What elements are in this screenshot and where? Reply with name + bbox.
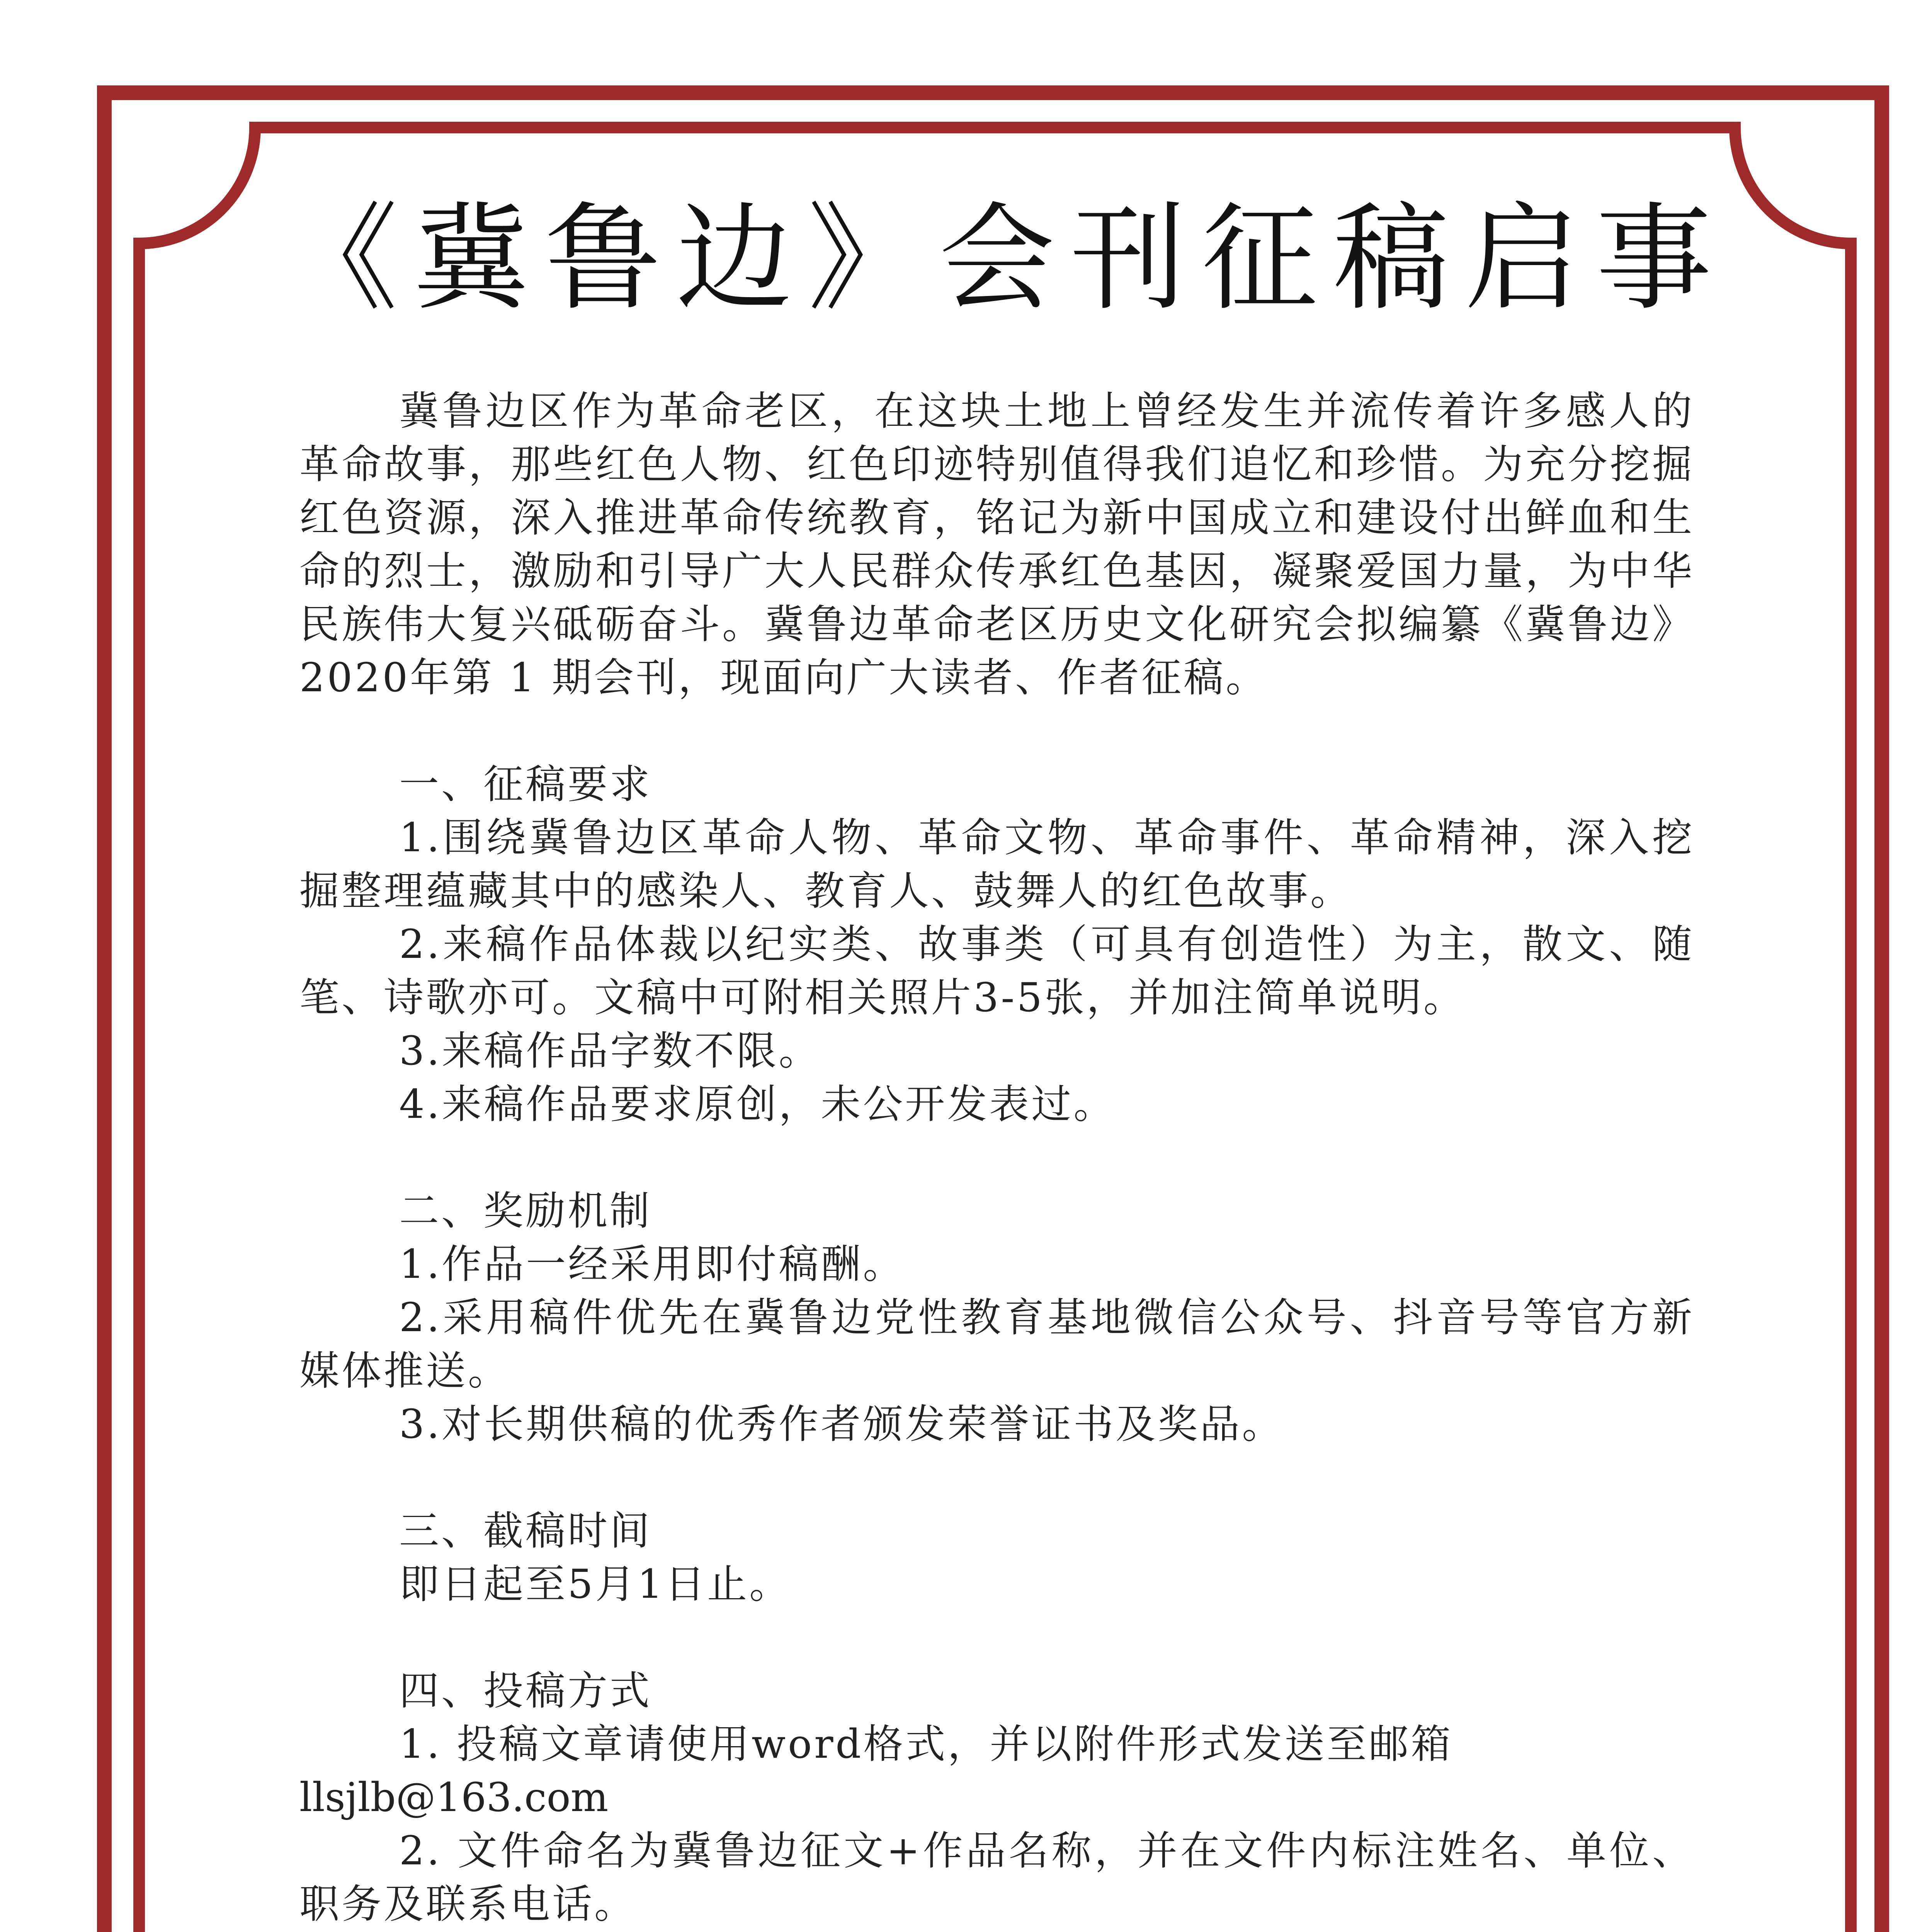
section-heading: 一、征稿要求 <box>399 761 652 808</box>
notice-body <box>299 384 1694 1931</box>
email-address[interactable]: llsjlb@163.com <box>299 1774 609 1821</box>
list-item: 2.来稿作品体裁以纪实类、故事类（可具有创造性）为主，散文、随笔、诗歌亦可。文稿中可附相关照片3-5张，并加注简单说明。 <box>299 921 1694 1021</box>
list-item: 1.围绕冀鲁边区革命人物、革命文物、革命事件、革命精神，深入挖掘整理蕴藏其中的感染人、教育人、鼓舞人的红色故事。 <box>299 815 1694 914</box>
intro-paragraph: 冀鲁边区作为革命老区，在这块土地上曾经发生并流传着许多感人的革命故事，那些红色人物、红色印迹特别值得我们追忆和珍惜。为充分挖掘红色资源，深入推进革命传统教育，铭记为新中国成立和建设付出鲜血和生命的烈士，激励和引导广大人民群众传承红色基因，凝聚爱国力量，为中华民族伟大复兴砥砺奋斗。冀鲁边革命老区历史文化研究会拟编纂《冀鲁边》2020年第 1 期会刊，现面向广大读者、作者征稿。 <box>299 388 1694 701</box>
section-heading: 四、投稿方式 <box>399 1668 652 1714</box>
list-item: 4.来稿作品要求原创，未公开发表过。 <box>399 1081 1116 1128</box>
list-item: 即日起至5月1日止。 <box>399 1561 792 1607</box>
section-heading: 二、奖励机制 <box>399 1188 652 1234</box>
page-title: 《冀鲁边》会刊征稿启事 <box>282 191 1727 326</box>
list-item: 2.采用稿件优先在冀鲁边党性教育基地微信公众号、抖音号等官方新媒体推送。 <box>299 1294 1694 1394</box>
list-item: 3.来稿作品字数不限。 <box>399 1028 821 1074</box>
list-item: 1. 投稿文章请使用word格式，并以附件形式发送至邮箱 <box>399 1721 1453 1767</box>
section-heading: 三、截稿时间 <box>399 1508 652 1554</box>
list-item: 1.作品一经采用即付稿酬。 <box>399 1241 905 1287</box>
list-item: 2. 文件命名为冀鲁边征文+作品名称，并在文件内标注姓名、单位、职务及联系电话。 <box>299 1828 1694 1927</box>
list-item: 3.对长期供稿的优秀作者颁发荣誉证书及奖品。 <box>399 1401 1284 1447</box>
